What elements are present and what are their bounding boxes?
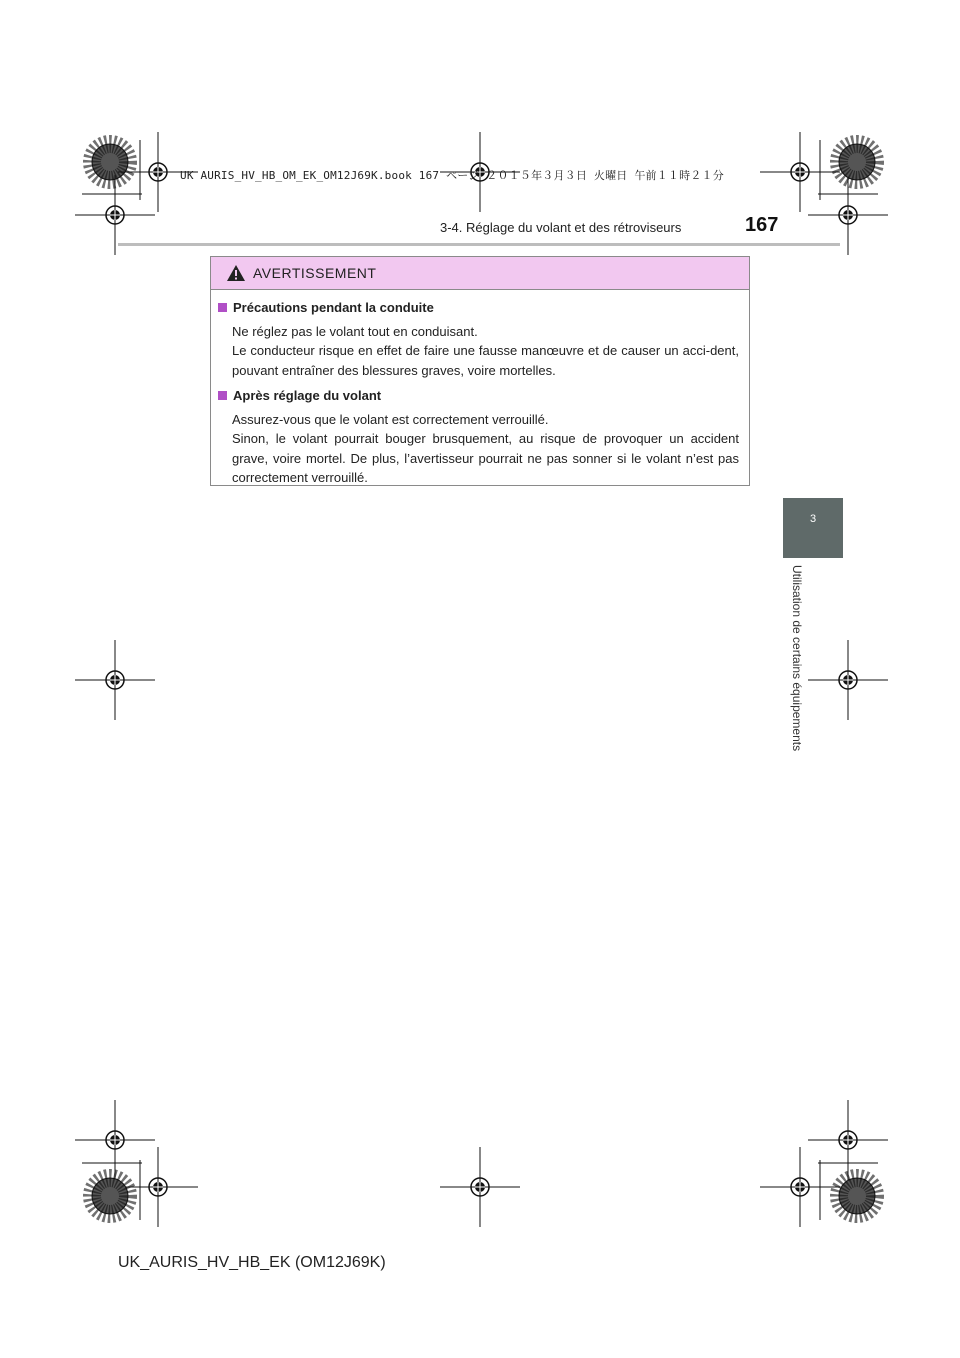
warning-header xyxy=(211,257,749,290)
header-rule xyxy=(118,243,840,246)
chapter-tab: 3 xyxy=(783,498,843,558)
bullet-square-icon xyxy=(218,303,227,312)
warning-item-line: Le conducteur risque en effet de faire une fausse manœuvre et de causer un acci-dent, pouvant entraîner des blessures graves, voire mortelles. xyxy=(232,343,739,378)
section-title: 3-4. Réglage du volant et des rétroviseurs xyxy=(440,220,682,235)
warning-item xyxy=(218,386,739,488)
warning-item-line: Assurez-vous que le volant est correctement verrouillé. xyxy=(232,411,549,427)
warning-box xyxy=(210,256,750,486)
chapter-side-label xyxy=(790,565,804,765)
footer-code: UK_AURIS_HV_HB_EK (OM12J69K) xyxy=(118,1254,386,1271)
warning-item-heading: Après réglage du volant xyxy=(233,388,382,403)
chapter-title: Utilisation de certains équipements xyxy=(790,565,804,752)
book-header: UK AURIS_HV_HB_OM_EK_OM12J69K.book 167 ページ ２０１５年３月３日 火曜日 午前１１時２１分 xyxy=(180,169,724,182)
warning-title: AVERTISSEMENT xyxy=(253,265,377,281)
warning-body xyxy=(211,290,749,488)
bullet-square-icon xyxy=(218,391,227,400)
warning-triangle-icon xyxy=(227,265,245,281)
warning-item-line: Ne réglez pas le volant tout en conduisant. xyxy=(232,323,478,339)
page-number: 167 xyxy=(745,214,779,236)
warning-item-heading: Précautions pendant la conduite xyxy=(233,300,434,315)
warning-item xyxy=(218,298,739,380)
warning-item-line: Sinon, le volant pourrait bouger brusquement, au risque de provoquer un accident grave, voire mortel. De plus, l’avertisseur pourrait ne pas sonner si le volant n’est pas correctement verrouillé. xyxy=(232,431,739,485)
